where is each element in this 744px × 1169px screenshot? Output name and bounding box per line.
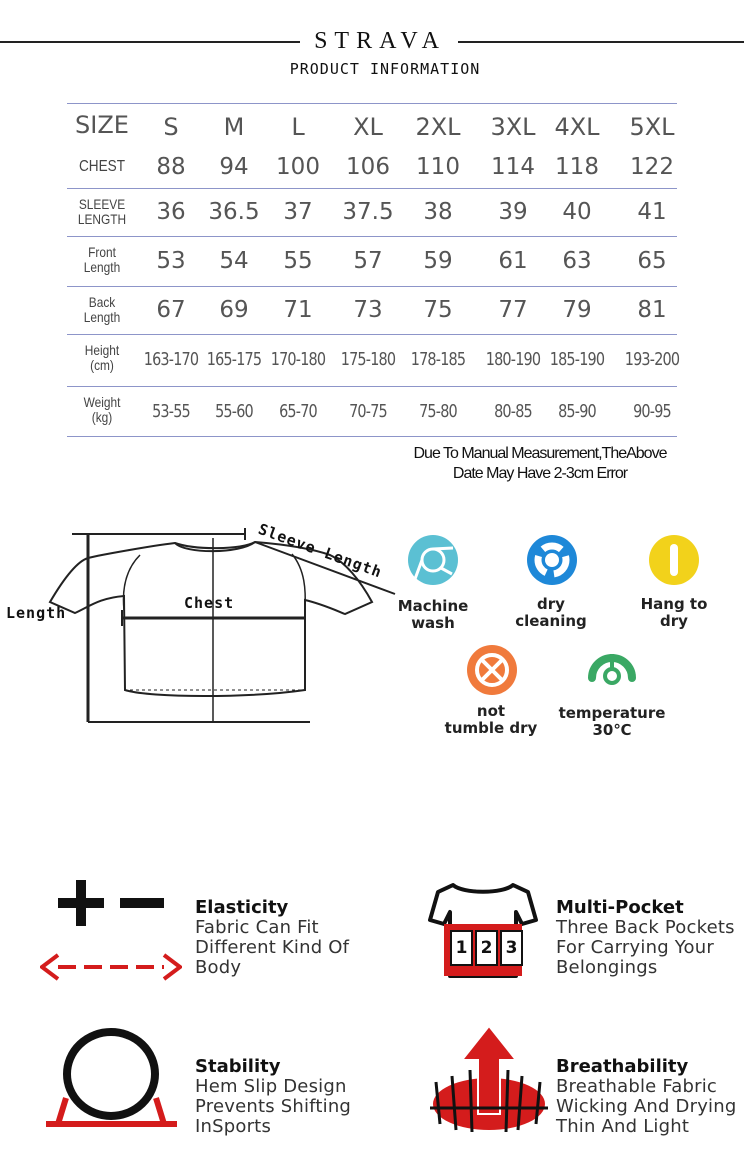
breathability-line-3: Thin And Light [556, 1116, 690, 1137]
size-table-cell: 106 [346, 154, 390, 180]
size-table-row [67, 147, 677, 189]
size-header-row [67, 103, 677, 147]
size-table-cell: 77 [498, 297, 528, 323]
elasticity-line-1: Fabric Can Fit [195, 917, 319, 938]
breathability-title: Breathability [556, 1056, 689, 1077]
size-table-cell: 39 [498, 199, 528, 225]
size-table-cell: 37.5 [342, 199, 394, 225]
size-table-cell: 88 [156, 154, 186, 180]
pocket-3: 3 [500, 930, 523, 966]
dry-cleaning-label: dry cleaning [515, 595, 587, 631]
stretch-arrow-icon [40, 952, 182, 982]
size-header-cell: L [291, 113, 305, 141]
row-label [72, 197, 132, 226]
size-table-cell: 65 [637, 248, 667, 274]
multi-pocket-line-3: Belongings [556, 957, 658, 978]
size-table-cell: 40 [562, 199, 592, 225]
row-label-line: Front [88, 244, 116, 260]
row-divider [67, 436, 677, 437]
note-line-1: Due To Manual Measurement,TheAbove [413, 445, 667, 462]
size-header-cell: 3XL [490, 113, 536, 141]
machine-wash-icon [407, 534, 459, 586]
size-table-cell: 165-175 [206, 349, 262, 370]
size-table-cell: 53-55 [152, 401, 190, 422]
size-header-cell: S [163, 113, 179, 141]
measurement-note [380, 444, 700, 484]
elasticity-line-3: Body [195, 957, 242, 978]
breathability-line-2: Wicking And Drying [556, 1096, 737, 1117]
size-table-cell: 75 [423, 297, 453, 323]
hang-to-dry-label: Hang to dry [640, 595, 708, 631]
row-divider [67, 103, 677, 104]
size-table-cell: 73 [353, 297, 383, 323]
size-table-cell: 70-75 [349, 401, 387, 422]
stability-title: Stability [195, 1056, 281, 1077]
row-label [72, 159, 132, 176]
row-label [72, 395, 132, 424]
size-header-cell: 5XL [629, 113, 675, 141]
size-table-cell: 36 [156, 199, 186, 225]
row-label-line: Back [88, 294, 116, 310]
row-label-line: LENGTH [77, 210, 127, 227]
length-label: Length [6, 604, 67, 622]
size-table-cell: 54 [219, 248, 249, 274]
size-table-cell: 175-180 [340, 349, 396, 370]
size-table-cell: 118 [555, 154, 599, 180]
size-table-cell: 94 [219, 154, 249, 180]
size-table-row [67, 335, 680, 387]
header-rule-left [0, 41, 300, 43]
machine-wash-label: Machine wash [397, 597, 469, 633]
note-line-2: Date May Have 2-3cm Error [452, 465, 628, 482]
size-table-cell: 55 [283, 248, 313, 274]
row-label [72, 343, 132, 372]
brand-title: STRAVA [314, 28, 446, 54]
elasticity-line-2: Different Kind Of [195, 937, 350, 958]
size-table-cell: 67 [156, 297, 186, 323]
size-table-cell: 55-60 [215, 401, 253, 422]
row-label [72, 245, 132, 274]
size-table-cell: 69 [219, 297, 249, 323]
size-table-cell: 53 [156, 248, 186, 274]
size-table-cell: 75-80 [419, 401, 457, 422]
size-table-cell: 57 [353, 248, 383, 274]
size-table-cell: 178-185 [410, 349, 466, 370]
stability-line-1: Hem Slip Design [195, 1076, 347, 1097]
not-tumble-dry-label: not tumble dry [444, 702, 538, 738]
size-table-cell: 81 [637, 297, 667, 323]
size-table-cell: 36.5 [208, 199, 260, 225]
size-table-cell: 110 [416, 154, 460, 180]
not-tumble-dry-icon [466, 644, 518, 696]
stability-line-2: Prevents Shifting [195, 1096, 352, 1117]
size-table-cell: 193-200 [624, 349, 680, 370]
multi-pocket-line-1: Three Back Pockets [556, 917, 735, 938]
size-table-cell: 85-90 [558, 401, 596, 422]
size-header-cell: 4XL [554, 113, 600, 141]
size-table-row [67, 287, 677, 335]
row-label-line: Height [84, 342, 120, 358]
size-header-label: SIZE [75, 111, 129, 139]
chest-label: Chest [184, 594, 235, 612]
sleeve-length-label: Sleeve Length [255, 520, 385, 582]
header-rule-right [458, 41, 744, 43]
row-label-line: Weight [83, 394, 121, 410]
row-label-line: SLEEVE [78, 196, 126, 212]
size-header-cell: 2XL [415, 113, 461, 141]
size-table-cell: 100 [276, 154, 320, 180]
breathability-line-1: Breathable Fabric [556, 1076, 718, 1097]
size-table-cell: 63 [562, 248, 592, 274]
size-table-cell: 80-85 [494, 401, 532, 422]
row-label-line: (cm) [90, 356, 114, 373]
size-table-cell: 71 [283, 297, 313, 323]
temperature-icon [586, 644, 638, 696]
jersey-measure-diagram [0, 510, 420, 740]
plus-minus-icon [58, 880, 168, 926]
elasticity-title: Elasticity [195, 897, 289, 918]
row-label-line: CHEST [78, 158, 126, 175]
size-table-cell: 163-170 [143, 349, 199, 370]
breathability-icon [426, 1024, 548, 1136]
size-table-row [67, 387, 677, 437]
multi-pocket-title: Multi-Pocket [556, 897, 684, 918]
size-table-cell: 122 [630, 154, 674, 180]
size-table-cell: 114 [491, 154, 535, 180]
multi-pocket-line-2: For Carrying Your [556, 937, 714, 958]
pocket-1: 1 [450, 930, 473, 966]
row-label-line: Length [83, 258, 121, 275]
row-label-line: (kg) [91, 408, 113, 425]
hang-to-dry-icon [648, 534, 700, 586]
size-header-cell: M [223, 113, 245, 141]
stability-line-3: InSports [195, 1116, 272, 1137]
size-header-cell: XL [353, 113, 383, 141]
pocket-2: 2 [475, 930, 498, 966]
size-table-cell: 37 [283, 199, 313, 225]
size-table-row [67, 237, 677, 287]
temperature-label: temperature 30℃ [558, 704, 666, 740]
row-label-line: Length [83, 308, 121, 325]
size-table-cell: 79 [562, 297, 592, 323]
row-label [72, 295, 132, 324]
size-table-cell: 38 [423, 199, 453, 225]
size-table-cell: 185-190 [549, 349, 605, 370]
dry-cleaning-icon [526, 534, 578, 586]
stability-ring-icon [44, 1028, 179, 1132]
size-table-cell: 90-95 [633, 401, 671, 422]
size-table-row [67, 189, 677, 237]
size-table-cell: 61 [498, 248, 528, 274]
size-table-cell: 41 [637, 199, 667, 225]
size-table-cell: 59 [423, 248, 453, 274]
size-table-cell: 170-180 [270, 349, 326, 370]
size-table-cell: 65-70 [279, 401, 317, 422]
size-table-cell: 180-190 [485, 349, 541, 370]
product-info-title: PRODUCT INFORMATION [289, 60, 481, 78]
